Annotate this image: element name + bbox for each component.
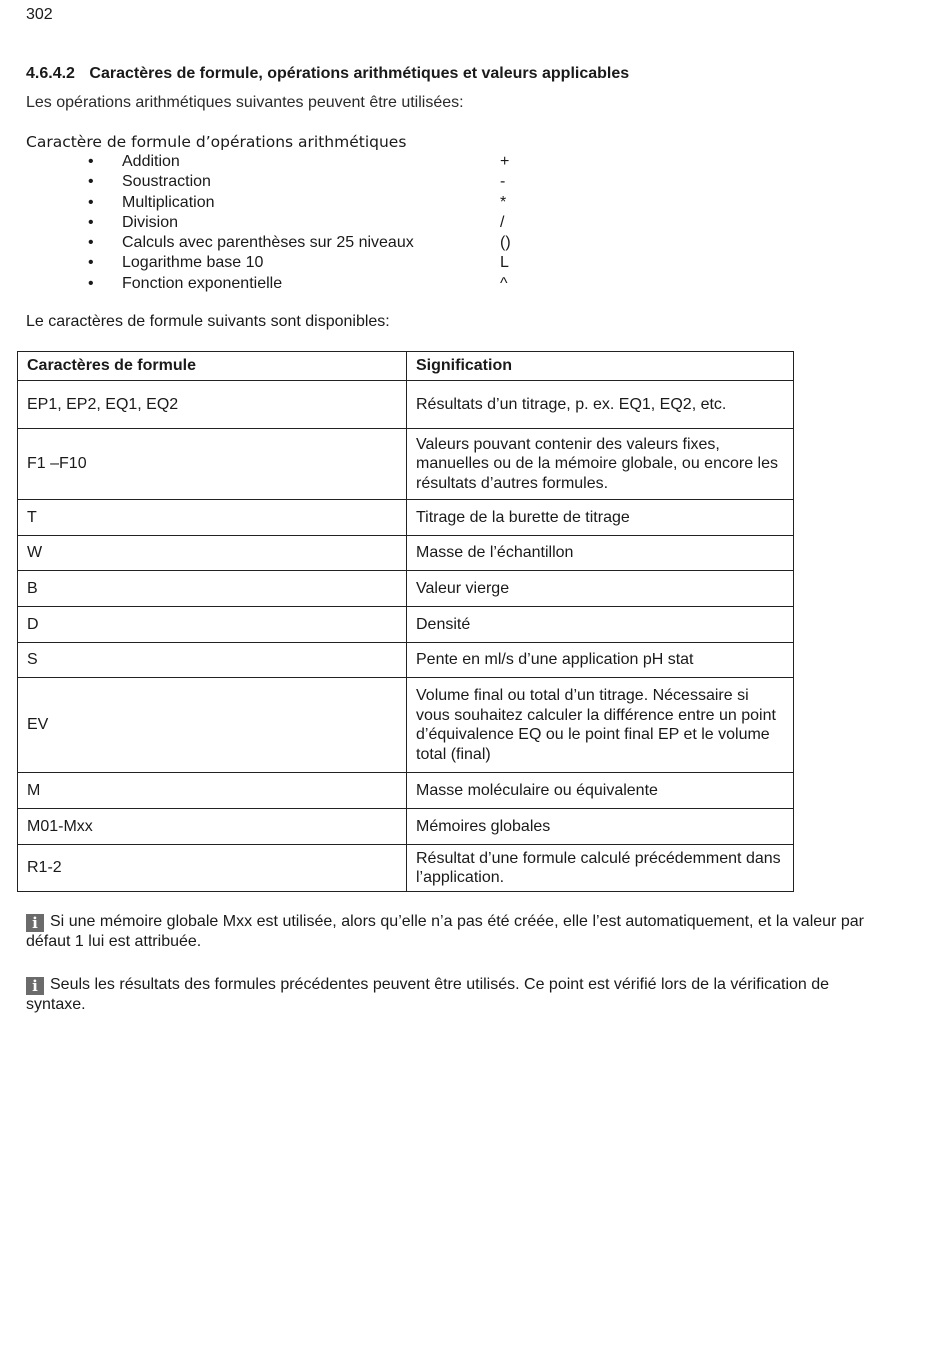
bullet-icon: • (88, 274, 94, 292)
operation-symbol: - (500, 173, 506, 191)
bullet-icon: • (88, 153, 94, 170)
bullet-icon: • (88, 254, 94, 272)
formula-table (17, 351, 794, 892)
meaning-cell: Pente en ml/s d’une application pH stat (407, 643, 794, 678)
column-header-meaning: Signification (407, 352, 794, 381)
formula-char-cell: EV (18, 678, 407, 773)
table-row (18, 429, 794, 500)
meaning-cell: Volume final ou total d’un titrage. Nécessaire si vous souhaitez calculer la différence entre un point d’équivalence EQ ou le point final EP et le volume total (final) (407, 678, 794, 773)
info-note (26, 912, 864, 952)
operation-symbol: ^ (500, 274, 508, 292)
note-text: Seuls les résultats des formules précédentes peuvent être utilisés. Ce point est vérifié lors de la vérification de syntaxe. (26, 976, 830, 1013)
bullet-icon: • (88, 213, 94, 231)
available-text: Le caractères de formule suivants sont disponibles: (26, 313, 390, 330)
section-title: Caractères de formule, opérations arithmétiques et valeurs applicables (89, 65, 630, 82)
operation-name: Soustraction (122, 173, 211, 191)
operation-name: Calculs avec parenthèses sur 25 niveaux (122, 234, 414, 252)
formula-char-cell: M01-Mxx (18, 809, 407, 845)
info-icon: i (26, 977, 44, 995)
formula-char-cell: W (18, 536, 407, 571)
table-row (18, 643, 794, 678)
formula-char-cell: B (18, 571, 407, 607)
bullet-icon: • (88, 173, 94, 191)
info-icon: i (26, 914, 44, 932)
table-row (18, 773, 794, 809)
operation-name: Fonction exponentielle (122, 274, 283, 292)
section-heading (26, 65, 629, 83)
table-row (18, 500, 794, 536)
note-text: Si une mémoire globale Mxx est utilisée, alors qu’elle n’a pas été créée, elle l’est automatiquement, et la valeur par défaut 1 lui est attribuée. (26, 913, 864, 950)
formula-char-cell: M (18, 773, 407, 809)
table-row (18, 678, 794, 773)
meaning-cell: Valeur vierge (407, 571, 794, 607)
operation-symbol: L (500, 254, 509, 272)
page-number: 302 (26, 6, 53, 23)
column-header-characters: Caractères de formule (18, 352, 407, 381)
info-note (26, 975, 864, 1015)
meaning-cell: Mémoires globales (407, 809, 794, 845)
formula-char-cell: F1 –F10 (18, 429, 407, 500)
operations-heading: Caractère de formule d’opérations arithmétiques (26, 133, 407, 151)
intro-text: Les opérations arithmétiques suivantes peuvent être utilisées: (26, 94, 464, 111)
bullet-icon: • (88, 234, 94, 252)
table-header-row (18, 352, 794, 381)
meaning-cell: Résultats d’un titrage, p. ex. EQ1, EQ2, etc. (407, 381, 794, 429)
operation-symbol: * (500, 193, 507, 211)
meaning-cell: Résultat d’une formule calculé précédemment dans l’application. (407, 845, 794, 892)
table-row (18, 845, 794, 892)
meaning-cell: Densité (407, 607, 794, 643)
formula-char-cell: D (18, 607, 407, 643)
operation-symbol: () (500, 234, 511, 252)
table-row (18, 536, 794, 571)
operation-symbol: / (500, 213, 505, 231)
formula-char-cell: S (18, 643, 407, 678)
operation-symbol: + (500, 153, 510, 170)
formula-char-cell: EP1, EP2, EQ1, EQ2 (18, 381, 407, 429)
meaning-cell: Masse moléculaire ou équivalente (407, 773, 794, 809)
meaning-cell: Masse de l’échantillon (407, 536, 794, 571)
table-row (18, 571, 794, 607)
operation-name: Addition (122, 153, 180, 170)
table-row (18, 607, 794, 643)
formula-char-cell: R1-2 (18, 845, 407, 892)
meaning-cell: Valeurs pouvant contenir des valeurs fixes, manuelles ou de la mémoire globale, ou encore les résultats d’autres formules. (407, 429, 794, 500)
operation-name: Logarithme base 10 (122, 254, 264, 272)
meaning-cell: Titrage de la burette de titrage (407, 500, 794, 536)
table-row (18, 381, 794, 429)
operation-name: Division (122, 213, 179, 231)
table-row (18, 809, 794, 845)
section-number: 4.6.4.2 (26, 65, 75, 82)
bullet-icon: • (88, 193, 94, 211)
operation-name: Multiplication (122, 193, 215, 211)
formula-char-cell: T (18, 500, 407, 536)
